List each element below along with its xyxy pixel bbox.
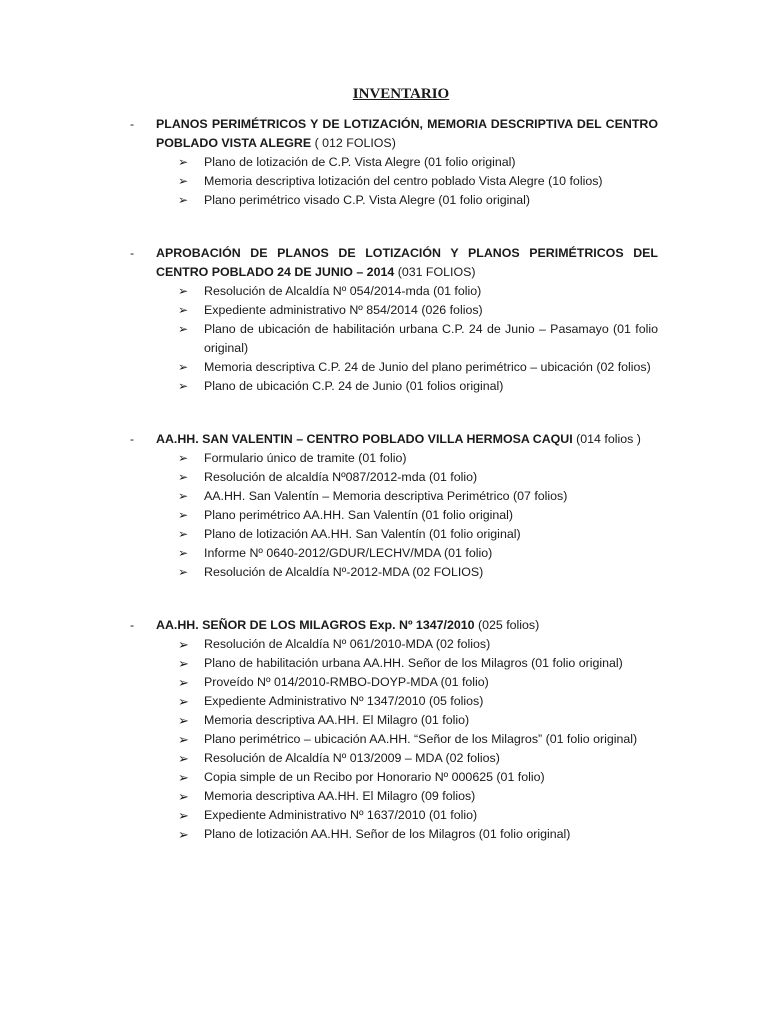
list-item-text: Resolución de Alcaldía Nº 054/2014-mda (01 folio) <box>204 284 482 298</box>
item-list <box>130 282 658 396</box>
list-item <box>156 377 658 396</box>
arrow-bullet-icon: ➢ <box>178 546 189 560</box>
list-item-text: Plano de habilitación urbana AA.HH. Señor de los Milagros (01 folio original) <box>204 656 623 670</box>
list-item <box>156 172 658 191</box>
arrow-bullet-icon: ➢ <box>178 360 189 374</box>
arrow-bullet-icon: ➢ <box>178 713 189 728</box>
arrow-bullet-icon: ➢ <box>178 155 189 169</box>
document-title: INVENTARIO <box>352 86 450 102</box>
section-heading-bold: PLANOS PERIMÉTRICOS Y DE LOTIZACIÓN, MEMORIA DESCRIPTIVA DEL CENTRO POBLADO VISTA ALEGRE <box>156 117 658 150</box>
item-list <box>130 153 658 210</box>
list-item-text: Memoria descriptiva lotización del centro poblado Vista Alegre (10 folios) <box>204 174 603 188</box>
list-item-text: Plano perimétrico – ubicación AA.HH. “Señor de los Milagros” (01 folio original) <box>204 732 638 746</box>
arrow-bullet-icon: ➢ <box>178 656 189 671</box>
list-item <box>156 806 658 825</box>
section-heading <box>130 244 658 282</box>
section-heading-count: (025 folios) <box>474 618 540 632</box>
dash-marker: - <box>130 618 135 632</box>
list-item <box>156 563 658 582</box>
inventory-section <box>130 244 658 396</box>
list-item <box>156 654 658 673</box>
arrow-bullet-icon: ➢ <box>178 174 189 188</box>
list-item <box>156 320 658 358</box>
list-item-text: Plano de lotización de C.P. Vista Alegre (01 folio original) <box>204 155 516 169</box>
arrow-bullet-icon: ➢ <box>178 527 189 541</box>
list-item-text: Copia simple de un Recibo por Honorario Nº 000625 (01 folio) <box>204 770 545 784</box>
arrow-bullet-icon: ➢ <box>178 808 189 823</box>
list-item-text: Resolución de alcaldía Nº087/2012-mda (01 folio) <box>204 470 478 484</box>
dash-marker: - <box>130 432 135 446</box>
list-item <box>156 635 658 654</box>
inventory-section <box>130 115 658 210</box>
arrow-bullet-icon: ➢ <box>178 379 189 393</box>
section-heading <box>130 430 658 449</box>
list-item <box>156 673 658 692</box>
section-heading-text <box>156 115 658 153</box>
inventory-sections <box>130 115 658 844</box>
list-item-text: Plano de ubicación de habilitación urbana C.P. 24 de Junio – Pasamayo (01 folio original) <box>204 322 658 355</box>
list-item-text: Plano de lotización AA.HH. Señor de los Milagros (01 folio original) <box>204 827 571 841</box>
arrow-bullet-icon: ➢ <box>178 489 189 503</box>
list-item-text: Memoria descriptiva AA.HH. El Milagro (01 folio) <box>204 713 470 727</box>
arrow-bullet-icon: ➢ <box>178 732 189 747</box>
list-item-text: Informe Nº 0640-2012/GDUR/LECHV/MDA (01 folio) <box>204 546 493 560</box>
section-heading-bold: APROBACIÓN DE PLANOS DE LOTIZACIÓN Y PLANOS PERIMÉTRICOS DEL CENTRO POBLADO 24 DE JUNIO – 2014 <box>156 246 658 279</box>
arrow-bullet-icon: ➢ <box>178 827 189 842</box>
arrow-bullet-icon: ➢ <box>178 565 189 579</box>
list-item <box>156 301 658 320</box>
list-item <box>156 506 658 525</box>
inventory-section <box>130 430 658 582</box>
arrow-bullet-icon: ➢ <box>178 451 189 465</box>
list-item-text: AA.HH. San Valentín – Memoria descriptiva Perimétrico (07 folios) <box>204 489 568 503</box>
list-item-text: Formulario único de tramite (01 folio) <box>204 451 407 465</box>
list-item-text: Plano de ubicación C.P. 24 de Junio (01 folios original) <box>204 379 504 393</box>
arrow-bullet-icon: ➢ <box>178 284 189 298</box>
list-item-text: Memoria descriptiva C.P. 24 de Junio del plano perimétrico – ubicación (02 folios) <box>204 360 651 374</box>
arrow-bullet-icon: ➢ <box>178 193 189 207</box>
arrow-bullet-icon: ➢ <box>178 789 189 804</box>
arrow-bullet-icon: ➢ <box>178 694 189 709</box>
list-item <box>156 153 658 172</box>
section-heading-bold: AA.HH. SEÑOR DE LOS MILAGROS Exp. Nº 1347/2010 <box>156 618 475 632</box>
arrow-bullet-icon: ➢ <box>178 751 189 766</box>
list-item <box>156 191 658 210</box>
item-list <box>130 449 658 582</box>
section-heading <box>130 616 658 635</box>
section-heading-bold: AA.HH. SAN VALENTIN – CENTRO POBLADO VILLA HERMOSA CAQUI <box>156 432 573 446</box>
section-heading-count: (031 FOLIOS) <box>394 265 476 279</box>
list-item-text: Resolución de Alcaldía Nº 061/2010-MDA (02 folios) <box>204 637 491 651</box>
list-item <box>156 730 658 749</box>
list-item <box>156 787 658 806</box>
list-item <box>156 544 658 563</box>
list-item <box>156 768 658 787</box>
list-item <box>156 487 658 506</box>
list-item <box>156 711 658 730</box>
list-item <box>156 825 658 844</box>
section-heading-text <box>156 616 658 635</box>
list-item-text: Expediente Administrativo Nº 1637/2010 (01 folio) <box>204 808 478 822</box>
list-item <box>156 358 658 377</box>
list-item-text: Expediente administrativo Nº 854/2014 (026 folios) <box>204 303 483 317</box>
inventory-section <box>130 616 658 844</box>
arrow-bullet-icon: ➢ <box>178 470 189 484</box>
list-item-text: Memoria descriptiva AA.HH. El Milagro (09 folios) <box>204 789 476 803</box>
list-item <box>156 525 658 544</box>
list-item-text: Proveído Nº 014/2010-RMBO-DOYP-MDA (01 folio) <box>204 675 489 689</box>
section-heading-count: ( 012 FOLIOS) <box>311 136 396 150</box>
list-item <box>156 282 658 301</box>
section-heading-count: (014 folios ) <box>572 432 641 446</box>
list-item <box>156 692 658 711</box>
item-list <box>130 635 658 844</box>
list-item <box>156 749 658 768</box>
arrow-bullet-icon: ➢ <box>178 675 189 690</box>
arrow-bullet-icon: ➢ <box>178 303 189 317</box>
list-item-text: Plano perimétrico AA.HH. San Valentín (01 folio original) <box>204 508 514 522</box>
arrow-bullet-icon: ➢ <box>178 637 189 652</box>
list-item <box>156 468 658 487</box>
arrow-bullet-icon: ➢ <box>178 322 189 336</box>
list-item <box>156 449 658 468</box>
list-item-text: Plano perimétrico visado C.P. Vista Alegre (01 folio original) <box>204 193 530 207</box>
list-item-text: Expediente Administrativo Nº 1347/2010 (05 folios) <box>204 694 484 708</box>
list-item-text: Resolución de Alcaldía Nº 013/2009 – MDA (02 folios) <box>204 751 500 765</box>
arrow-bullet-icon: ➢ <box>178 770 189 785</box>
list-item-text: Resolución de Alcaldía Nº-2012-MDA (02 FOLIOS) <box>204 565 484 579</box>
section-heading-text <box>156 244 658 282</box>
section-heading <box>130 115 658 153</box>
list-item-text: Plano de lotización AA.HH. San Valentín (01 folio original) <box>204 527 521 541</box>
section-heading-text <box>156 430 658 449</box>
arrow-bullet-icon: ➢ <box>178 508 189 522</box>
dash-marker: - <box>130 117 135 131</box>
dash-marker: - <box>130 246 135 260</box>
